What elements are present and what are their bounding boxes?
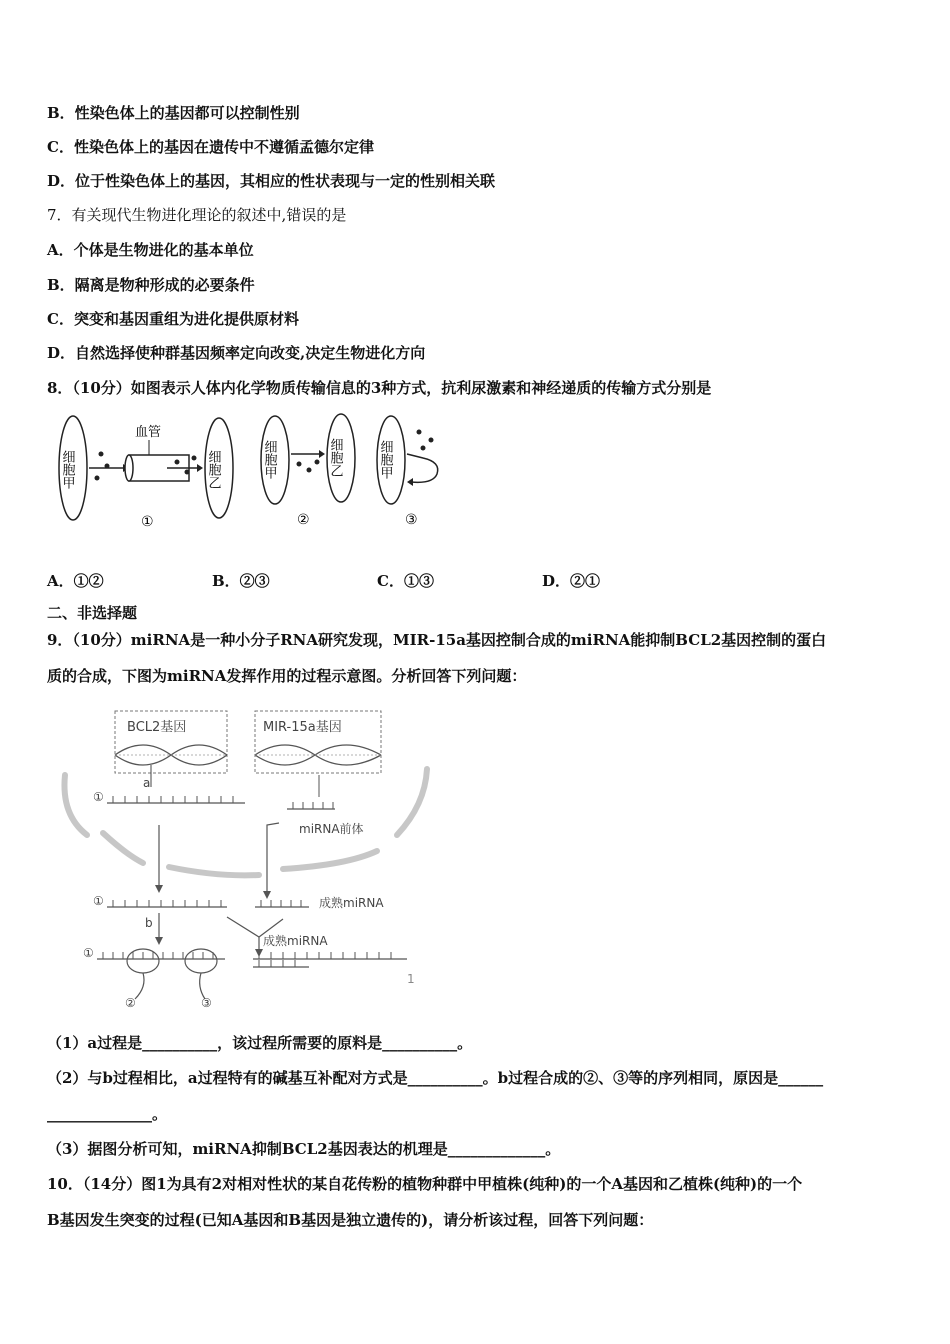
mrna-1-number: ① [93, 790, 104, 804]
q10-line2: B基因发生突变的过程(已知A基因和B基因是独立遗传的)，请分析该过程，回答下列问题： [47, 1211, 654, 1229]
diagram-2-number: ② [297, 512, 310, 528]
mirna-precursor-label: miRNA前体 [299, 822, 364, 836]
q8-option-c: C．①③ [377, 572, 434, 590]
q8-option-b: B．②③ [212, 572, 270, 590]
q8-stem: 8．（10分）如图表示人体内化学物质传输信息的3种方式，抗利尿激素和神经递质的传输方式分别是 [47, 379, 712, 397]
diagram-1-number: ① [141, 514, 154, 530]
diagram-3-number: ③ [405, 512, 418, 528]
bound-mrna-number: 1 [407, 972, 415, 986]
cell-a-2-label: 细胞甲 [261, 440, 277, 479]
q7-stem: 7．有关现代生物进化理论的叙述中,错误的是 [47, 206, 347, 224]
mature-mirna-label-2: 成熟miRNA [263, 934, 328, 948]
cell-b-2-label: 细胞乙 [327, 438, 343, 477]
q6-option-b: B．性染色体上的基因都可以控制性别 [47, 104, 300, 122]
q9-figure [47, 705, 437, 1010]
mrna-2-number: ① [93, 894, 104, 908]
cell-a-3-label: 细胞甲 [377, 440, 393, 479]
peptide-2-number: ② [125, 996, 136, 1010]
ribosome-2 [185, 949, 217, 973]
q8-option-d: D．②① [542, 572, 601, 590]
step-b-label: b [145, 916, 153, 930]
cell-b-1-label: 细胞乙 [205, 450, 221, 489]
cell-a-1-label: 细胞甲 [59, 450, 75, 489]
step-a-label: a [143, 776, 151, 790]
mrna-3-number: ① [83, 946, 94, 960]
q9-part3: （3）据图分析可知，miRNA抑制BCL2基因表达的机理是_____________。 [47, 1140, 561, 1158]
mature-mirna-label-1: 成熟miRNA [319, 896, 384, 910]
q10-line1: 10．（14分）图1为具有2对相对性状的某自花传粉的植物种群中甲植株(纯种)的一个A基因和乙植株(纯种)的一个 [47, 1175, 803, 1193]
q9-part2-line1: （2）与b过程相比，a过程特有的碱基互补配对方式是__________。b过程合成的②、③等的序列相同，原因是______ [47, 1069, 824, 1087]
q9-part2-line2: ______________。 [47, 1105, 168, 1123]
q9-stem-line2: 质的合成，下图为miRNA发挥作用的过程示意图。分析回答下列问题： [47, 667, 527, 685]
q8-option-a: A．①② [47, 572, 104, 590]
q6-option-d: D．位于性染色体上的基因，其相应的性状表现与一定的性别相关联 [47, 172, 496, 190]
q7-option-c: C．突变和基因重组为进化提供原材料 [47, 310, 299, 328]
q9-part1: （1）a过程是__________，该过程所需要的原料是__________。 [47, 1034, 473, 1052]
section-title: 二、非选择题 [47, 604, 138, 622]
peptide-3-number: ③ [201, 996, 212, 1010]
mir15a-gene-label: MIR-15a基因 [263, 720, 342, 735]
q7-option-d: D．自然选择使种群基因频率定向改变,决定生物进化方向 [47, 344, 426, 362]
q7-option-a: A．个体是生物进化的基本单位 [47, 241, 254, 259]
vessel-label: 血管 [135, 425, 162, 440]
q8-figure [47, 410, 467, 535]
q7-option-b: B．隔离是物种形成的必要条件 [47, 276, 255, 294]
q6-option-c: C．性染色体上的基因在遗传中不遵循孟德尔定律 [47, 138, 374, 156]
q9-stem-line1: 9．（10分）miRNA是一种小分子RNA研究发现，MIR-15a基因控制合成的miRNA能抑制BCL2基因控制的蛋白 [47, 631, 827, 649]
bcl2-gene-label: BCL2基因 [127, 720, 187, 735]
